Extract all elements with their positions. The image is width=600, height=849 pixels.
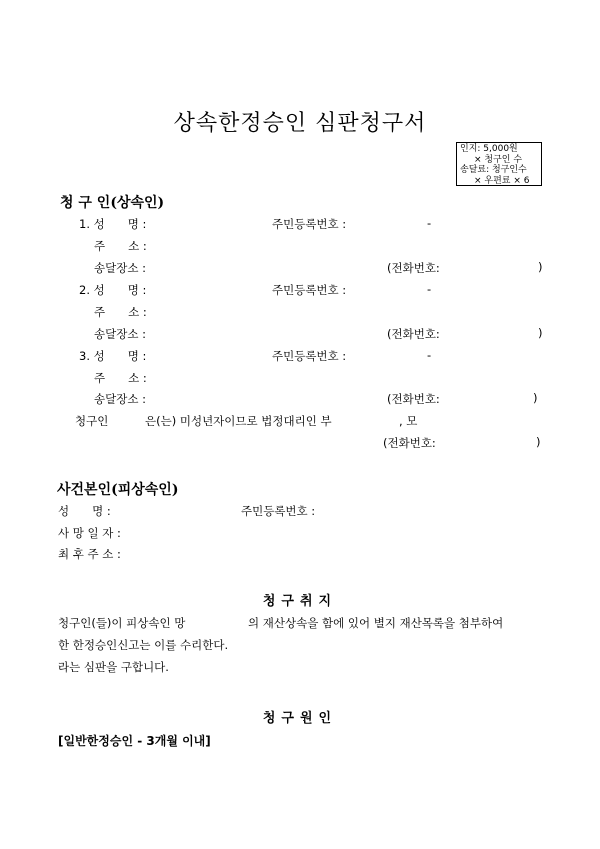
cause-heading: 청구원인 [262,711,338,726]
claimant-2-name-label: 2. 성 명 : [79,283,147,297]
claimant-1-address-label: 주 소 : [94,239,147,253]
claimant-1-id-dash: - [427,216,432,230]
claimants-heading: 청 구 인(상속인) [60,195,165,211]
claimant-3-service-label: 송달장소 : [94,392,146,406]
claimant-2-phone-label: (전화번호: [387,327,440,341]
claimant-2-id-dash: - [427,282,432,296]
purpose-heading: 청구취지 [262,594,338,609]
purpose-line-3: 라는 심판을 구합니다. [58,660,169,674]
fee-stamp-box [456,142,542,186]
purpose-line-2: 한 한정승인신고는 이를 수리한다. [58,638,229,652]
decedent-name-label: 성 명 : [58,504,111,518]
decedent-id-label: 주민등록번호 : [241,504,316,518]
stamp-fee-multiplier: × 청구인 수 [474,154,523,165]
claimant-3-id-dash: - [427,348,432,362]
claimant-2-phone-close: ) [538,326,543,340]
claimant-1-phone-close: ) [538,260,543,274]
claimant-3-phone-label: (전화번호: [387,392,440,406]
claimant-1-name-label: 1. 성 명 : [79,217,147,231]
claimant-2-service-label: 송달장소 : [94,327,146,341]
decedent-heading: 사건본인(피상속인) [57,482,179,498]
claimant-3-address-label: 주 소 : [94,371,147,385]
cause-subheading: [일반한정승인 - 3개월 이내] [58,734,211,748]
stamp-postage-line: 송달료: 청구인수 [460,165,527,175]
purpose-line-1b: 의 재산상속을 함에 있어 별지 재산목록을 첨부하여 [248,616,504,630]
decedent-last-address-label: 최 후 주 소 : [58,547,121,561]
guardian-minor-statement: 은(는) 미성년자이므로 법정대리인 부 [145,414,332,428]
guardian-mother-label: , 모 [399,414,418,428]
document-title: 상속한정승인 심판청구서 [173,111,427,136]
guardian-claimant-label: 청구인 [75,414,109,428]
stamp-fee-line: 인지: 5,000원 [460,144,518,154]
guardian-phone-label: (전화번호: [383,436,436,450]
claimant-1-phone-label: (전화번호: [387,261,440,275]
stamp-postage-multiplier: × 우편료 × 6 [474,175,530,186]
claimant-3-name-label: 3. 성 명 : [79,349,147,363]
decedent-death-date-label: 사 망 일 자 : [58,526,121,540]
guardian-phone-close: ) [536,435,541,449]
claimant-3-phone-close: ) [533,391,538,405]
claimant-2-address-label: 주 소 : [94,305,147,319]
claimant-3-id-label: 주민등록번호 : [272,349,347,363]
claimant-2-id-label: 주민등록번호 : [272,283,347,297]
claimant-1-service-label: 송달장소 : [94,261,146,275]
purpose-line-1a: 청구인(들)이 피상속인 망 [58,616,186,630]
claimant-1-id-label: 주민등록번호 : [272,217,347,231]
